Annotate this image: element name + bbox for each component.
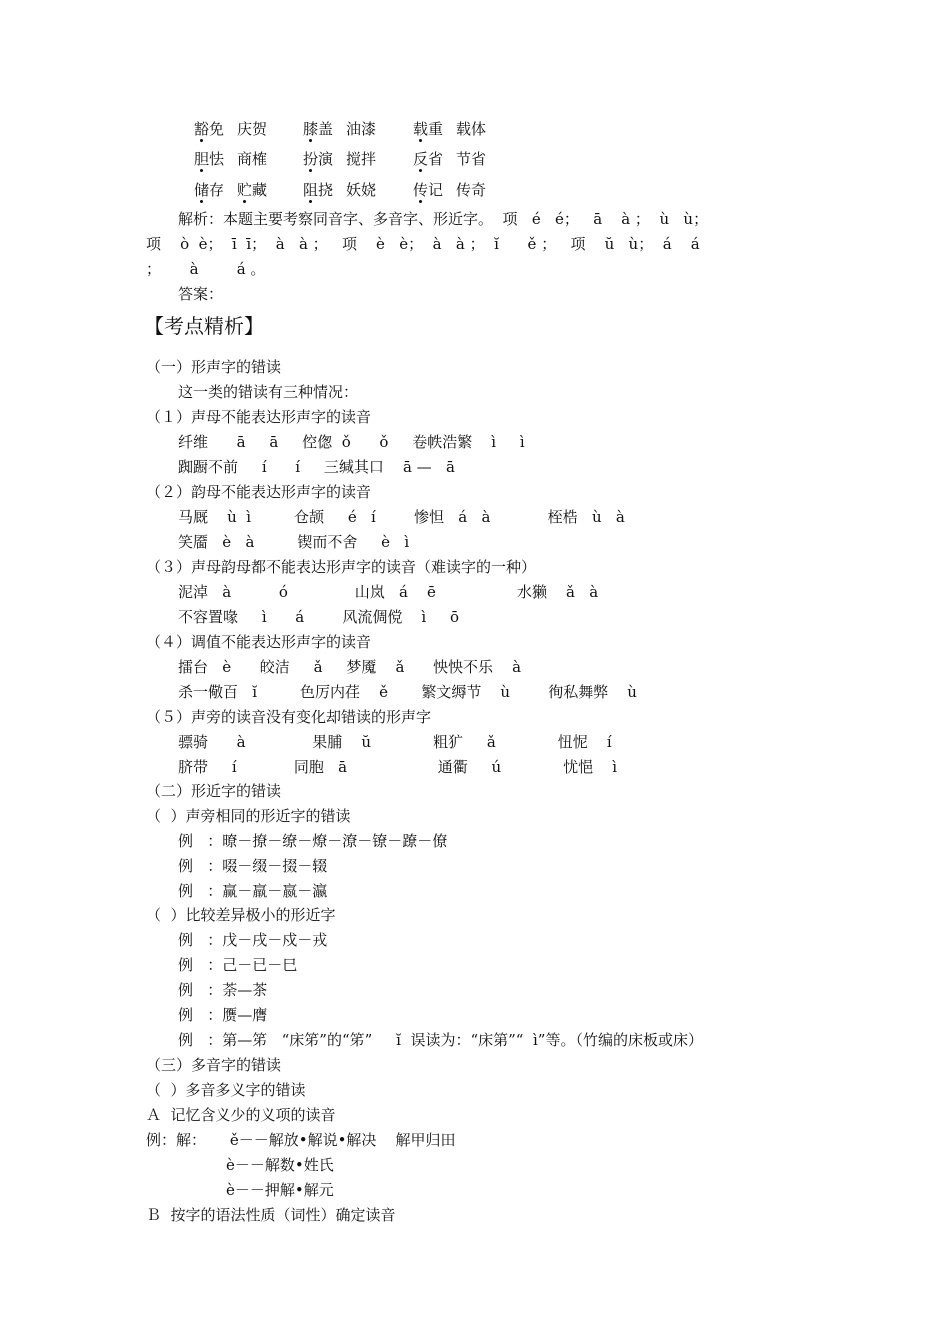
section-2b-example-3: 例 ：荼—茶 [178, 981, 268, 999]
point-5-heading: （５）声旁的读音没有变化却错读的形声字 [146, 708, 432, 726]
exercise-word [237, 149, 267, 169]
section-2b-example-4: 例 ：赝—膺 [178, 1006, 268, 1024]
emphasized-char: 胆 [194, 150, 210, 168]
word-rest: 盖 [318, 120, 334, 138]
exercise-word [456, 119, 486, 139]
exercise-word [303, 119, 333, 139]
emphasized-char: 豁 [194, 120, 210, 138]
word-rest: 藏 [252, 181, 268, 199]
point-1-row-2: 踟蹰不前 í í 三缄其口 ā — ā [178, 458, 455, 476]
point-1-row-1: 纤维 ā ā 倥偬 ǒ ǒ 卷帙浩繁 ì ì [178, 433, 525, 451]
word-rest: 存 [209, 181, 225, 199]
section-2b-example-1: 例 ：戊－戌－戍－戎 [178, 931, 328, 949]
point-5-row-2: 脐带 í 同胞 ā 通衢 ú 忧悒 ì [178, 758, 618, 776]
word-rest: 记 [428, 181, 444, 199]
emphasized-char: 膝 [303, 120, 319, 138]
analysis-line-3: ； à á 。 [146, 260, 266, 278]
analysis-line-1: 解析：本题主要考察同音字、多音字、形近字。 项 é é； ā à ； ù ù； [178, 210, 709, 228]
section-2a-example-3: 例 ：赢－羸－嬴－瀛 [178, 882, 328, 900]
section-2a-example-2: 例 ：啜－缀－掇－辍 [178, 857, 328, 875]
exercise-word [237, 119, 267, 139]
word-rest: 油漆 [346, 120, 377, 138]
section-3a-point-B: Ｂ 按字的语法性质（词性）确定读音 [146, 1206, 396, 1224]
section-3-heading: （三）多音字的错读 [146, 1056, 282, 1074]
word-rest: 怯 [209, 150, 225, 168]
exercise-word [456, 180, 486, 200]
word-rest: 重 [428, 120, 444, 138]
section-3a-example-1: 例：解： ě－－解放•解说•解决 解甲归田 [146, 1131, 456, 1149]
emphasized-char: 阻 [303, 181, 319, 199]
section-title: 【考点精析】 [144, 314, 264, 338]
point-1-heading: （１）声母不能表达形声字的读音 [146, 408, 372, 426]
exercise-word [413, 180, 443, 200]
emphasized-char: 反 [413, 150, 429, 168]
emphasized-char: 传 [413, 181, 429, 199]
exercise-word [303, 180, 333, 200]
word-rest: 免 [209, 120, 225, 138]
section-1-heading: （一）形声字的错读 [146, 358, 282, 376]
analysis-line-2: 项 ò è； ī ī； à à ； 项 è è； à à ； ĭ ě ； 项 ŭ ù； á á [146, 235, 700, 253]
section-1-intro: 这一类的错读有三种情况： [178, 383, 359, 401]
exercise-word [346, 180, 376, 200]
word-rest: 节省 [456, 150, 487, 168]
word-rest: 庆贺 [237, 120, 268, 138]
word-rest: 传奇 [456, 181, 487, 199]
emphasized-char: 贮 [237, 181, 253, 199]
exercise-word [194, 180, 224, 200]
section-2-heading: （二）形近字的错读 [146, 782, 282, 800]
exercise-word [346, 119, 376, 139]
point-5-row-1: 骠骑 à 果脯 ŭ 粗犷 ǎ 忸怩 í [178, 733, 612, 751]
word-rest: 载体 [456, 120, 487, 138]
point-3-row-2: 不容置喙 ì á 风流倜傥 ì ō [178, 608, 460, 626]
emphasized-char: 载 [413, 120, 429, 138]
section-2b-heading: （ ）比较差异极小的形近字 [146, 906, 336, 924]
point-2-row-1: 马厩 ù ì 仓颉 é í 惨怛 á à 桎梏 ù à [178, 508, 625, 526]
exercise-word [194, 119, 224, 139]
word-rest: 挠 [318, 181, 334, 199]
word-rest: 演 [318, 150, 334, 168]
section-3a-heading: （ ）多音多义字的错读 [146, 1081, 306, 1099]
point-3-heading: （３）声母韵母都不能表达形声字的读音（难读字的一种） [146, 558, 537, 576]
emphasized-char: 扮 [303, 150, 319, 168]
word-rest: 搅拌 [346, 150, 377, 168]
section-3a-point-A: Ａ 记忆含义少的义项的读音 [146, 1106, 336, 1124]
word-rest: 妖娆 [346, 181, 377, 199]
point-4-heading: （４）调值不能表达形声字的读音 [146, 633, 372, 651]
exercise-word [456, 149, 486, 169]
exercise-word [413, 149, 443, 169]
exercise-word [346, 149, 376, 169]
exercise-word [237, 180, 267, 200]
answer-label: 答案： [178, 285, 224, 303]
point-3-row-1: 泥淖 à ó 山岚 á ē 水獭 ǎ à [178, 583, 599, 601]
section-2a-heading: （ ）声旁相同的形近字的错读 [146, 807, 351, 825]
section-3a-example-2: è－－解数•姓氏 [226, 1156, 334, 1174]
point-2-heading: （２）韵母不能表达形声字的读音 [146, 483, 372, 501]
emphasized-char: 储 [194, 181, 210, 199]
word-rest: 商榷 [237, 150, 268, 168]
section-2b-example-2: 例 ：己－已－巳 [178, 956, 298, 974]
point-2-row-2: 笑靥 è à 锲而不舍 è ì [178, 533, 410, 551]
section-2a-example-1: 例 ：暸－撩－缭－燎－潦－镣－蹽－僚 [178, 832, 448, 850]
exercise-word [413, 119, 443, 139]
exercise-word [194, 149, 224, 169]
section-3a-example-3: è－－押解•解元 [226, 1181, 334, 1199]
exercise-word [303, 149, 333, 169]
word-rest: 省 [428, 150, 444, 168]
point-4-row-2: 杀一儆百 ĭ 色厉内荏 ě 繁文缛节 ù 徇私舞弊 ù [178, 683, 637, 701]
point-4-row-1: 擂台 è 皎洁 ǎ 梦魇 ǎ 怏怏不乐 à [178, 658, 522, 676]
section-2b-example-5: 例 ：第—笫 “床笫”的“笫” ĭ 误读为：“床第”“ ì”等。（竹编的床板或床） [178, 1031, 703, 1049]
